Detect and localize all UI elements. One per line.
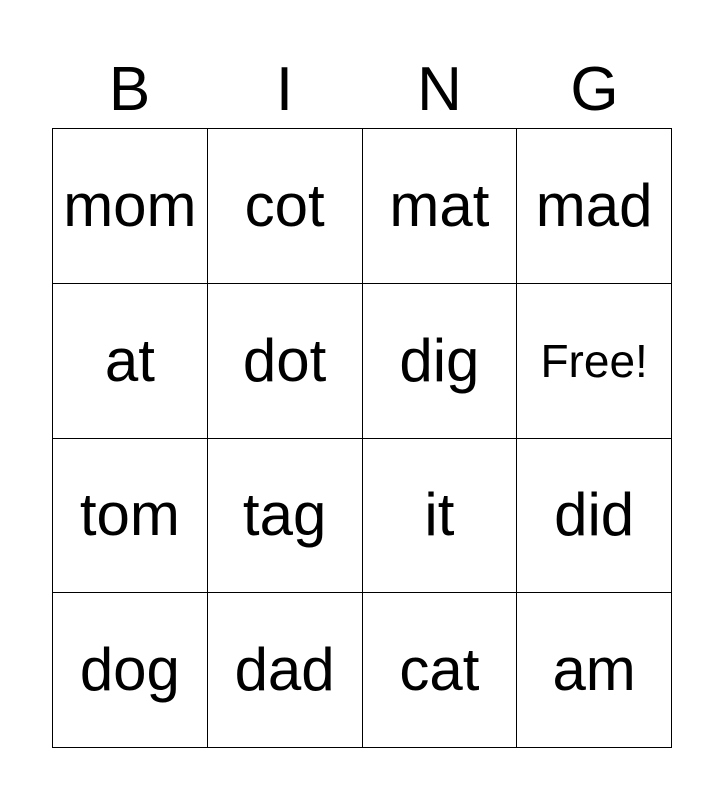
bingo-cell: dot [208, 284, 363, 439]
bingo-cell: mom [53, 129, 208, 284]
bingo-cell: cat [363, 593, 518, 748]
bingo-cell: tag [208, 439, 363, 594]
header-letter-b: B [108, 55, 151, 124]
bingo-cell: dig [363, 284, 518, 439]
bingo-cell: at [53, 284, 208, 439]
bingo-cell: it [363, 439, 518, 594]
bingo-cell: tom [53, 439, 208, 594]
bingo-cell: am [517, 593, 672, 748]
header-letter-n: N [417, 55, 462, 124]
bingo-grid [52, 128, 672, 748]
header-letter-i: I [275, 55, 294, 124]
header-letter-g: G [570, 55, 619, 124]
bingo-cell: mat [363, 129, 518, 284]
bingo-header [52, 52, 672, 128]
bingo-cell: cot [208, 129, 363, 284]
bingo-cell: dad [208, 593, 363, 748]
bingo-cell: did [517, 439, 672, 594]
bingo-cell: mad [517, 129, 672, 284]
bingo-cell: dog [53, 593, 208, 748]
free-space-cell: Free! [517, 284, 672, 439]
